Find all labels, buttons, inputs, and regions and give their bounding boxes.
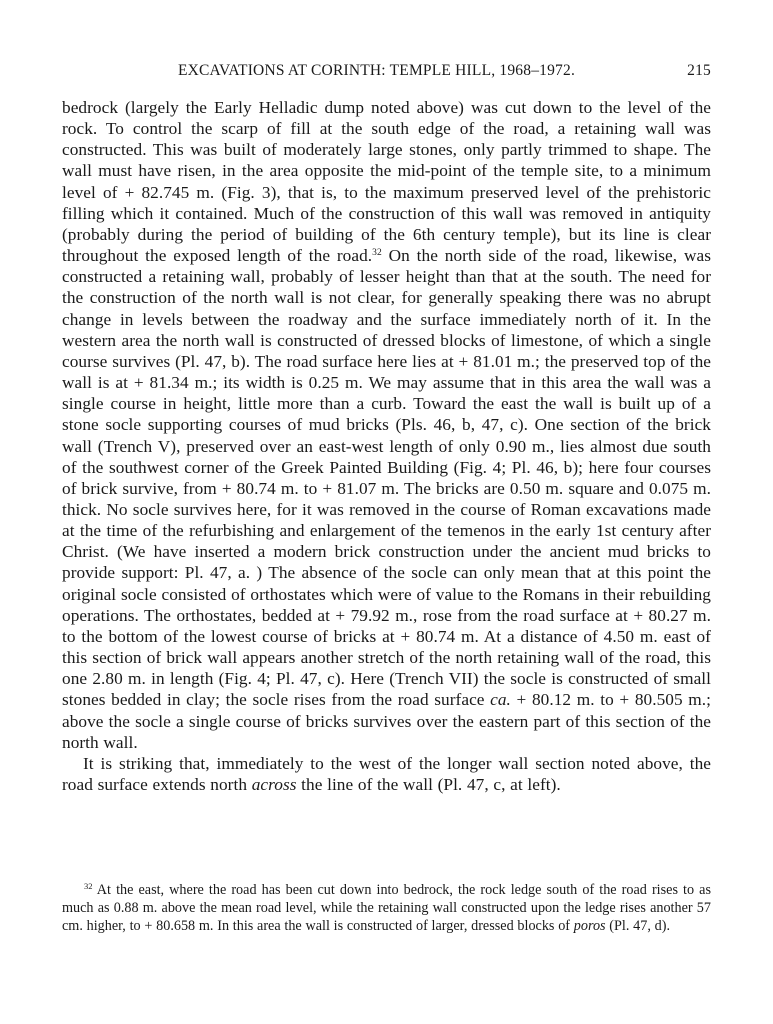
footnote-part-a: At the east, where the road has been cut down into bedrock, the rock ledge south of the road rises to as much as 0.88 m. above the mean road level, while the retaining wall constructed upon the ledge rises another 57 cm. higher, to + 80.658 m. In this area the wall is constructed of larger, dressed blocks of — [62, 882, 711, 935]
paragraph-2-part-b: the line of the wall (Pl. 47, c, at left). — [296, 775, 561, 794]
running-header — [62, 62, 711, 84]
paragraph-1 — [62, 97, 711, 753]
footnote-reference[interactable]: 32 — [372, 248, 382, 259]
paragraph-1-part-a: bedrock (largely the Early Helladic dump noted above) was cut down to the level of the rock. To control the scarp of fill at the south edge of the road, a retaining wall was constructed. This was built of moderately large stones, only partly trimmed to shape. The wall must have risen, in the area opposite the mid-point of the temple site, to a minimum level of + 82.745 m. (Fig. 3), that is, to the maximum preserved level of the prehistoric filling which it contained. Much of the construction of this wall was removed in antiquity (probably during the period of building of the 6th century temple), but its line is clear throughout the exposed length of the road. — [62, 98, 711, 266]
running-title: EXCAVATIONS AT CORINTH: TEMPLE HILL, 1968–1972. — [177, 62, 576, 79]
paragraph-1-part-b: On the north side of the road, likewise, was constructed a retaining wall, probably of lesser height than that at the south. The need for the construction of the north wall is not clear, for generally speaking there was no abrupt change in levels between the roadway and the surface immediately north of it. In the western area the north wall is constructed of dressed blocks of limestone, of which a single course survives (Pl. 47, b). The road surface here lies at + 81.01 m.; the preserved top of the wall is at + 81.34 m.; its width is 0.25 m. We may assume that in this area the wall was a single course in height, little more than a curb. Toward the east the wall is built up of a stone socle supporting courses of mud bricks (Pls. 46, b, 47, c). One section of the brick wall (Trench V), preserved over an east-west length of only 0.90 m., lies almost due south of the southwest corner of the Greek Painted Building (Fig. 4; Pl. 46, b); here four courses of brick survive, from + 80.74 m. to + 81.07 m. The bricks are 0.50 m. square and 0.075 m. thick. No socle survives here, for it was removed in the course of Roman excavations made at the time of the refurbishing and enlargement of the temenos in the early 1st century after Christ. (We have inserted a modern brick construction under the ancient mud bricks to provide support: Pl. 47, a. ) The absence of the socle can only mean that at this point the original socle consisted of orthostates which were of value to the Romans in their rebuilding operations. The orthostates, bedded at + 79.92 m., rose from the road surface at + 80.27 m. to the bottom of the lowest course of bricks at + 80.74 m. At a distance of 4.50 m. east of this section of brick wall appears another stretch of the north retaining wall of the road, this one 2.80 m. in length (Fig. 4; Pl. 47, c). Here (Trench VII) the socle is constructed of small stones bedded in clay; the socle rises from the road surface — [62, 246, 711, 710]
footnote-number: 32 — [84, 881, 93, 891]
italic-ca: ca. — [490, 690, 511, 710]
italic-poros: poros — [573, 918, 606, 935]
main-text — [62, 97, 711, 795]
footnote-part-b: (Pl. 47, d). — [605, 918, 671, 935]
italic-across: across — [251, 775, 297, 794]
footnote-32 — [62, 881, 711, 936]
paragraph-1-part-c: + 80.12 m. to + 80.505 m.; above the socle a single course of bricks survives over the eastern part of this section of the north wall. — [62, 690, 711, 752]
footnote — [62, 881, 711, 936]
paragraph-2-part-a: It is striking that, immediately to the west of the longer wall section noted above, the road surface extends north — [62, 753, 711, 794]
page-number: 215 — [687, 62, 711, 79]
paragraph-2 — [62, 753, 711, 795]
